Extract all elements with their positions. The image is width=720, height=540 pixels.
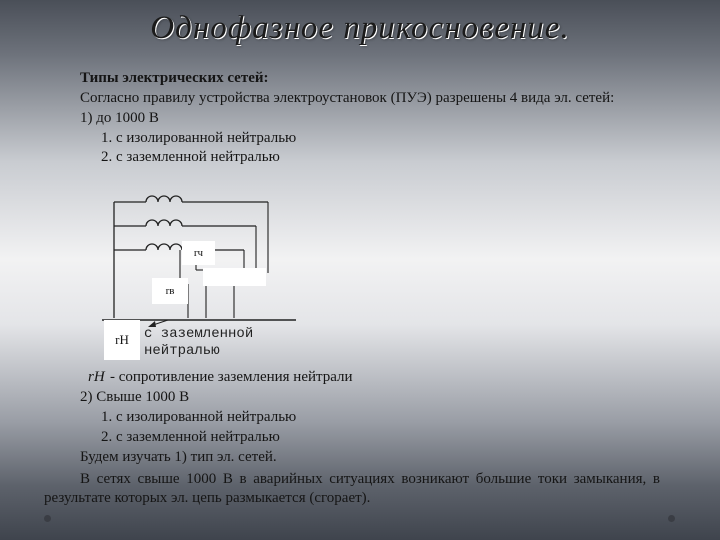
- paragraph-line-1: В сетях свыше 1000 В в аварийных ситуациях возникают большие токи замыкания, в: [80, 471, 660, 487]
- decorative-dot-left: [44, 515, 51, 522]
- callout-line-2: нейтралью: [144, 343, 220, 359]
- list-item-1: 1) до 1000 В: [80, 110, 159, 126]
- list-item-2: 2) Свыше 1000 В: [80, 389, 190, 405]
- label-rch: rч: [182, 241, 215, 265]
- list-item-2-sub-2: 2. с заземленной нейтралью: [101, 429, 280, 445]
- callout-line-1: с заземленной: [144, 326, 254, 342]
- slide-title: Однофазное прикосновение.: [150, 10, 570, 46]
- rn-symbol: rН: [88, 369, 105, 385]
- study-note: Будем изучать 1) тип эл. сетей.: [80, 449, 277, 465]
- intro-text: Согласно правилу устройства электроустановок (ПУЭ) разрешены 4 вида эл. сетей:: [80, 90, 615, 106]
- coil-1: [146, 196, 182, 202]
- list-item-1-sub-2: 2. с заземленной нейтралью: [101, 149, 280, 165]
- decorative-dot-right: [668, 515, 675, 522]
- coil-2: [146, 220, 182, 226]
- consumer-box: [203, 268, 266, 286]
- coil-3: [146, 244, 182, 250]
- section-heading: Типы электрических сетей:: [80, 70, 269, 86]
- label-rb: rв: [152, 278, 188, 304]
- label-rn: rН: [104, 320, 140, 360]
- list-item-1-sub-1: 1. с изолированной нейтралью: [101, 130, 297, 146]
- paragraph-line-2: результате которых эл. цепь размыкается (сгорает).: [44, 490, 371, 506]
- list-item-2-sub-1: 1. с изолированной нейтралью: [101, 409, 297, 425]
- rn-description: - сопротивление заземления нейтрали: [110, 369, 353, 385]
